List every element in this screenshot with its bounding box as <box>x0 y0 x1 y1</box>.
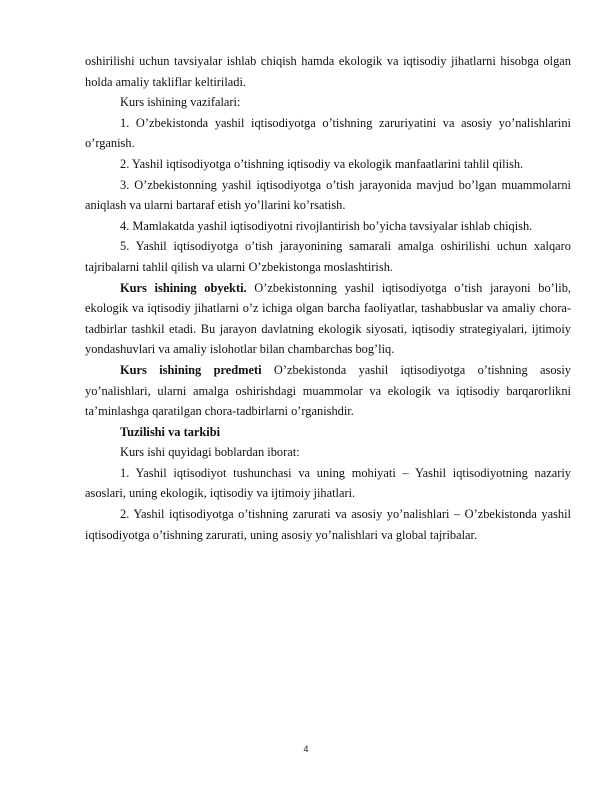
chapter-item-2: 2. Yashil iqtisodiyotga o’tishning zarurati va asosiy yo’nalishlari – O’zbekistonda yashil iqtisodiyotga o’tishning zarurati, uning asosiy yo’nalishlari va global tajribalar. <box>85 507 571 542</box>
paragraph-intro: oshirilishi uchun tavsiyalar ishlab chiqish hamda ekologik va iqtisodiy jihatlarni hisobga olgan holda amaliy takliflar keltiriladi. <box>85 54 571 89</box>
task-item-1: 1. O’zbekistonda yashil iqtisodiyotga o’tishning zaruriyatini va asosiy yo’nalishlarini o’rganish. <box>85 115 571 151</box>
body-text <box>85 51 571 545</box>
task-item-4: 4. Mamlakatda yashil iqtisodiyotni rivojlantirish bo’yicha tavsiyalar ishlab chiqish. <box>120 218 533 233</box>
object-text: O’zbekistonning yashil iqtisodiyotga o’tish jarayoni bo’lib, ekologik va iqtisodiy jihatlarni o’z ichiga olgan barcha faoliyatlar, tashabbuslar va amaliy chora-tadbirlar tashkil etadi. Bu jarayon davlatning ekologik siyosati, iqtisodiy strategiyalari, ijtimoiy yondashuvlari va amaliy islohotlar bilan chambarchas bog’liq. <box>85 280 571 357</box>
chapter-item-1: 1. Yashil iqtisodiyot tushunchasi va uning mohiyati – Yashil iqtisodiyotning nazariy asoslari, uning ekologik, iqtisodiy va ijtimoiy jihatlari. <box>85 465 571 501</box>
object-paragraph <box>85 278 571 360</box>
page-number: 4 <box>303 744 309 754</box>
tasks-heading: Kurs ishining vazifalari: <box>120 95 241 110</box>
task-item-3: 3. O’zbekistonning yashil iqtisodiyotga o’tish jarayonida mavjud bo’lgan muammolarni aniqlash va ularni bartaraf etish yo’llarini ko’rsatish. <box>85 177 571 213</box>
subject-text: O’zbekistonda yashil iqtisodiyotga o’tishning asosiy yo’nalishlari, ularni amalga oshirishdagi muammolar va ekologik va iqtisodiy barqarorlikni ta’minlashga qaratilgan chora-tadbirlarni o’rganishdir. <box>85 362 571 419</box>
structure-intro: Kurs ishi quyidagi boblardan iborat: <box>120 445 300 460</box>
subject-paragraph <box>85 360 571 422</box>
subject-label: Kurs ishining predmeti <box>120 362 262 377</box>
task-item-2: 2. Yashil iqtisodiyotga o’tishning iqtisodiy va ekologik manfaatlarini tahlil qilish. <box>120 156 524 171</box>
structure-heading-text: Tuzilishi va tarkibi <box>120 424 221 439</box>
task-item-5: 5. Yashil iqtisodiyotga o’tish jarayonining samarali amalga oshirilishi uchun xalqaro tajribalarni tahlil qilish va ularni O’zbekistonga moslashtirish. <box>85 239 571 274</box>
object-label: Kurs ishining obyekti. <box>120 280 247 295</box>
structure-heading <box>85 422 571 443</box>
